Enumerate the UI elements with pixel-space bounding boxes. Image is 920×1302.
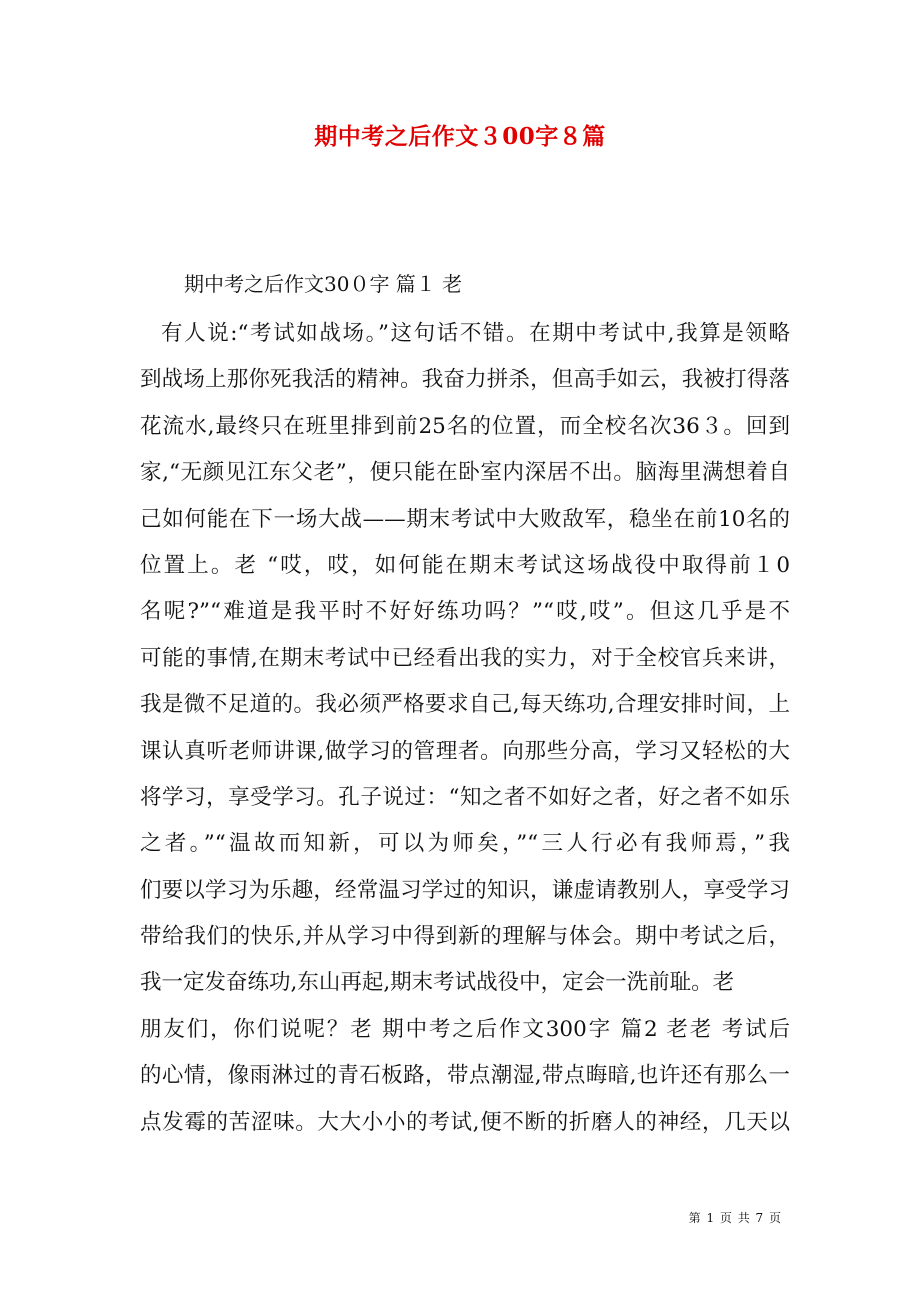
text-line: 花流水,最终只在班里排到前25名的位置，而全校名次36３。回到 bbox=[140, 413, 790, 439]
essay-body bbox=[140, 311, 790, 1146]
text-line: 之者。”“温故而知新，可以为师矣，”“三人行必有我师焉，”我 bbox=[140, 831, 790, 857]
text-line: 们要以学习为乐趣，经常温习学过的知识，谦虚请教别人，享受学习 bbox=[140, 877, 790, 903]
text-line: 己如何能在下一场大战——期末考试中大败敌军，稳坐在前10名的 bbox=[140, 506, 790, 532]
text-line: 朋友们，你们说呢？⽼ 期中考之后作文300字 篇2 ⽼⽼ 考试后 bbox=[140, 1016, 790, 1042]
text-line: 课认真听老师讲课,做学习的管理者。向那些分高，学习又轻松的大 bbox=[140, 738, 790, 764]
text-line: 有人说:“考试如战场。”这句话不错。在期中考试中,我算是领略 bbox=[161, 321, 790, 346]
text-line: 位置上。⽼ “哎，哎，如何能在期末考试这场战役中取得前１0 bbox=[140, 552, 790, 578]
document-title: 期中考之后作文３00字８篇 bbox=[314, 123, 606, 150]
text-line: 家,“无颜见江东父老”，便只能在卧室内深居不出。脑海里满想着自 bbox=[140, 460, 790, 486]
text-line: 我一定发奋练功,东山再起,期末考试战役中，定会一洗前耻。⽼ bbox=[140, 970, 735, 996]
text-line: 我是微不足道的。我必须严格要求自己,每天练功,合理安排时间，上 bbox=[140, 692, 790, 718]
text-line: 可能的事情,在期末考试中已经看出我的实力，对于全校官兵来讲， bbox=[140, 645, 790, 671]
page-number-footer: 第 1 页 共 7 页 bbox=[688, 1211, 782, 1225]
text-line: 的心情，像雨淋过的青石板路，带点潮湿,带点晦暗,也许还有那么一 bbox=[140, 1063, 790, 1089]
text-line: 点发霉的苦涩味。大大小小的考试,便不断的折磨人的神经，几天以 bbox=[140, 1109, 790, 1135]
text-line: 到战场上那你死我活的精神。我奋力拼杀，但高手如云，我被打得落 bbox=[140, 367, 790, 393]
section-heading: 期中考之后作文30０字 篇１ ⽼ bbox=[184, 272, 463, 296]
text-line: 带给我们的快乐,并从学习中得到新的理解与体会。期中考试之后， bbox=[140, 924, 790, 950]
text-line: 将学习，享受学习。孔子说过：“知之者不如好之者，好之者不如乐 bbox=[140, 784, 790, 810]
text-line: 名呢?”“难道是我平时不好好练功吗？”“哎,哎”。但这几乎是不 bbox=[140, 599, 790, 625]
